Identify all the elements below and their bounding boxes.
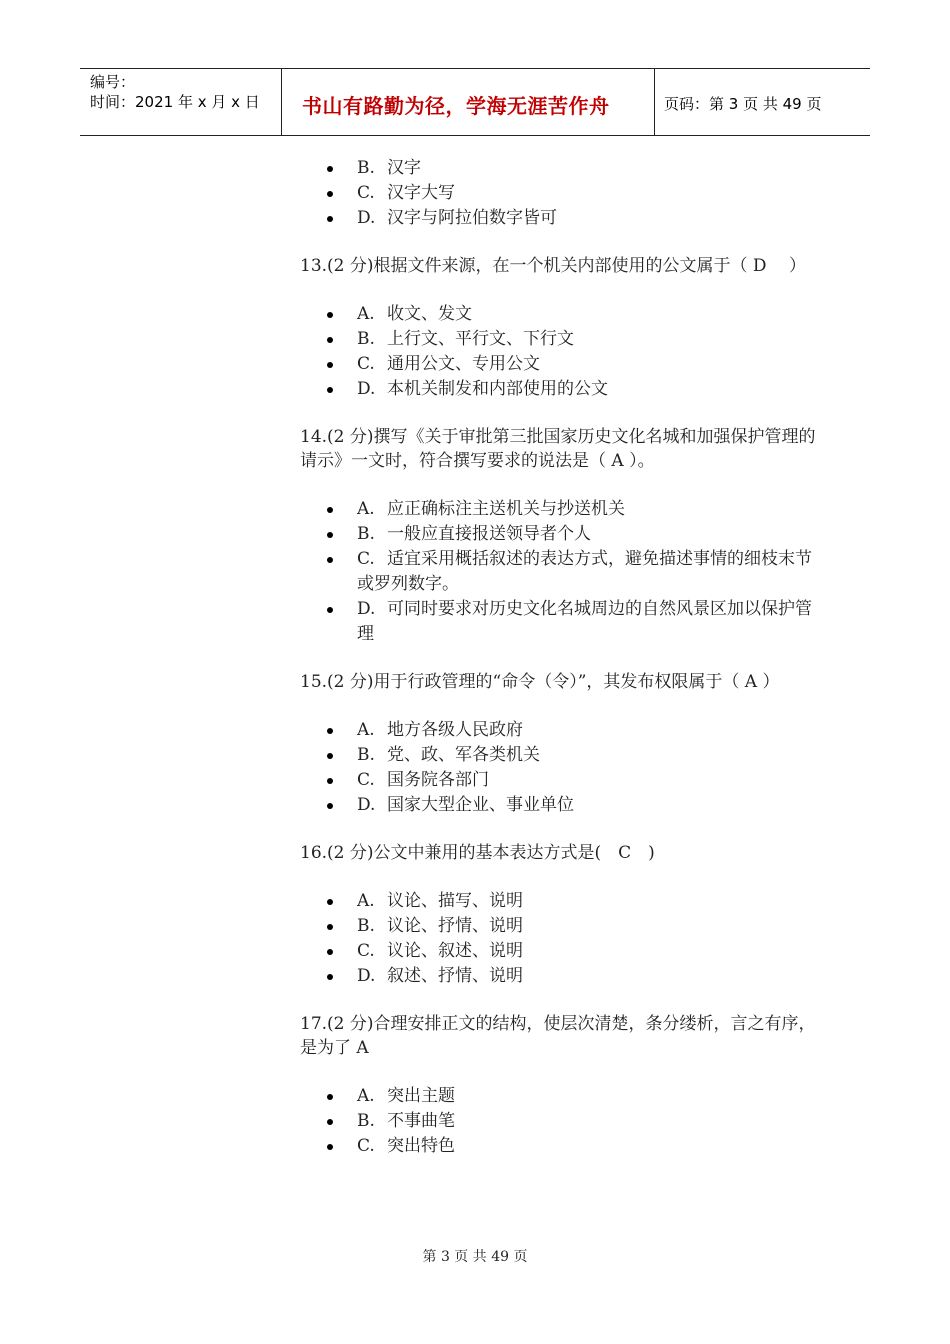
header-bottom-rule: [80, 135, 870, 136]
option-item: [300, 768, 820, 793]
option-letter: B.: [357, 1111, 375, 1131]
option-item: [300, 1109, 820, 1134]
continued-options: [300, 156, 820, 231]
option-letter: B.: [357, 745, 375, 765]
option-item: [300, 327, 820, 352]
option-item: [300, 547, 820, 597]
option-text: 突出主题: [387, 1086, 455, 1106]
option-letter: B.: [357, 158, 375, 178]
option-item: [300, 889, 820, 914]
option-text: 适宜采用概括叙述的表达方式，避免描述事情的细枝末节或罗列数字。: [357, 549, 812, 594]
option-text: 不事曲笔: [387, 1111, 455, 1131]
option-letter: D.: [357, 966, 376, 986]
option-letter: D.: [357, 379, 376, 399]
bullet-icon: [327, 753, 333, 759]
option-text: 党、政、军各类机关: [387, 745, 540, 765]
option-item: [300, 597, 820, 647]
option-letter: C.: [357, 354, 375, 374]
option-item: [300, 181, 820, 206]
bullet-icon: [327, 949, 333, 955]
option-item: [300, 964, 820, 989]
bullet-icon: [327, 778, 333, 784]
option-text: 应正确标注主送机关与抄送机关: [387, 499, 625, 519]
option-letter: D.: [357, 795, 376, 815]
option-text: 地方各级人民政府: [387, 720, 523, 740]
option-letter: B.: [357, 916, 375, 936]
option-item: [300, 718, 820, 743]
bullet-icon: [327, 507, 333, 513]
option-letter: A.: [357, 891, 375, 911]
option-text: 汉字大写: [387, 183, 455, 203]
option-text: 汉字与阿拉伯数字皆可: [387, 208, 557, 228]
option-text: 叙述、抒情、说明: [387, 966, 523, 986]
question-options-17: [300, 1084, 820, 1159]
page-header: [80, 68, 870, 136]
option-text: 收文、发文: [387, 304, 472, 324]
bullet-icon: [327, 362, 333, 368]
option-text: 突出特色: [387, 1136, 455, 1156]
option-text: 议论、抒情、说明: [387, 916, 523, 936]
question-options-14: [300, 497, 820, 647]
header-number-label: 编号：: [90, 73, 136, 91]
bullet-icon: [327, 337, 333, 343]
option-text: 议论、叙述、说明: [387, 941, 523, 961]
option-item: [300, 522, 820, 547]
option-text: 国家大型企业、事业单位: [387, 795, 574, 815]
question-stem-13: 13.(2 分)根据文件来源，在一个机关内部使用的公文属于（ D ）: [300, 256, 806, 276]
question-content: [300, 156, 820, 1159]
bullet-icon: [327, 1119, 333, 1125]
option-item: [300, 156, 820, 181]
option-item: [300, 497, 820, 522]
bullet-icon: [327, 803, 333, 809]
header-motto: 书山有路勤为径，学海无涯苦作舟: [302, 94, 610, 118]
header-top-rule: [80, 68, 870, 69]
option-item: [300, 1134, 820, 1159]
option-letter: C.: [357, 183, 375, 203]
option-item: [300, 939, 820, 964]
bullet-icon: [327, 557, 333, 563]
question-options-16: [300, 889, 820, 989]
bullet-icon: [327, 607, 333, 613]
option-letter: A.: [357, 1086, 375, 1106]
option-letter: B.: [357, 329, 375, 349]
option-letter: C.: [357, 770, 375, 790]
option-item: [300, 206, 820, 231]
bullet-icon: [327, 216, 333, 222]
bullet-icon: [327, 899, 333, 905]
option-letter: C.: [357, 1136, 375, 1156]
option-item: [300, 302, 820, 327]
option-item: [300, 793, 820, 818]
question-options-13: [300, 302, 820, 402]
bullet-icon: [327, 312, 333, 318]
option-item: [300, 743, 820, 768]
option-letter: C.: [357, 941, 375, 961]
bullet-icon: [327, 166, 333, 172]
question-stem-14: 14.(2 分)撰写《关于审批第三批国家历史文化名城和加强保护管理的请示》一文时，符合撰写要求的说法是（ A ）。: [300, 427, 816, 471]
bullet-icon: [327, 924, 333, 930]
bullet-icon: [327, 728, 333, 734]
question-stem-16: 16.(2 分)公文中兼用的基本表达方式是( C ): [300, 843, 655, 863]
option-text: 国务院各部门: [387, 770, 489, 790]
option-text: 一般应直接报送领导者个人: [387, 524, 591, 544]
option-item: [300, 1084, 820, 1109]
option-letter: D.: [357, 599, 376, 619]
bullet-icon: [327, 532, 333, 538]
bullet-icon: [327, 387, 333, 393]
question-stem-17: 17.(2 分)合理安排正文的结构，使层次清楚，条分缕析，言之有序，是为了 A: [300, 1014, 816, 1058]
header-divider-left: [281, 68, 282, 136]
option-item: [300, 914, 820, 939]
option-letter: A.: [357, 499, 375, 519]
question-stem-15: 15.(2 分)用于行政管理的“命令（令）”，其发布权限属于（ A ）: [300, 672, 780, 692]
option-letter: C.: [357, 549, 375, 569]
option-text: 议论、描写、说明: [387, 891, 523, 911]
header-page-info: 页码：第 3 页 共 49 页: [664, 95, 822, 113]
page-footer: 第 3 页 共 49 页: [422, 1249, 528, 1265]
option-item: [300, 352, 820, 377]
bullet-icon: [327, 1144, 333, 1150]
option-text: 上行文、平行文、下行文: [387, 329, 574, 349]
option-text: 通用公文、专用公文: [387, 354, 540, 374]
option-item: [300, 377, 820, 402]
option-letter: A.: [357, 304, 375, 324]
question-options-15: [300, 718, 820, 818]
header-divider-right: [654, 68, 655, 136]
option-text: 可同时要求对历史文化名城周边的自然风景区加以保护管理: [357, 599, 812, 644]
option-letter: B.: [357, 524, 375, 544]
option-letter: A.: [357, 720, 375, 740]
option-letter: D.: [357, 208, 376, 228]
option-text: 汉字: [387, 158, 421, 178]
bullet-icon: [327, 1094, 333, 1100]
bullet-icon: [327, 974, 333, 980]
header-time-label: 时间：2021 年 x 月 x 日: [90, 93, 260, 111]
option-text: 本机关制发和内部使用的公文: [387, 379, 608, 399]
bullet-icon: [327, 191, 333, 197]
